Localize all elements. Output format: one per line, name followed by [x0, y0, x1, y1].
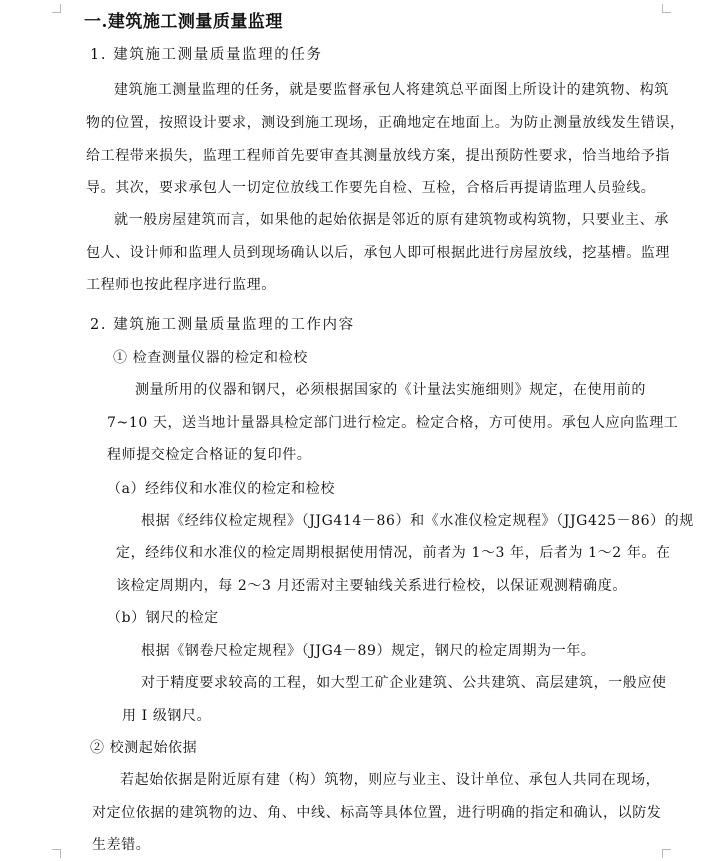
paragraph-line: 生差错。	[92, 837, 151, 853]
paragraph-line: 定，经纬仪和水准仪的检定周期根据使用情况，前者为 1～3 年，后者为 1～2 年。在	[116, 545, 671, 561]
paragraph-line: 就一般房屋建筑而言，如果他的起始依据是邻近的原有建筑物或构筑物，只要业主、承	[114, 212, 669, 228]
paragraph-line: 用 I 级钢尺。	[122, 708, 212, 724]
document-title: 一.建筑施工测量质量监理	[84, 12, 283, 32]
section-heading-2: 2. 建筑施工测量质量监理的工作内容	[90, 317, 355, 333]
sub-heading-b: （b）钢尺的检定	[107, 610, 219, 626]
paragraph-line: 若起始依据是附近原有建（构）筑物，则应与业主、设计单位、承包人共同在现场，	[120, 772, 661, 788]
item-heading-2: ② 校测起始依据	[90, 740, 198, 756]
section-heading-1: 1. 建筑施工测量质量监理的任务	[90, 47, 323, 63]
paragraph-line: 包人、设计师和监理人员到现场确认以后，承包人即可根据此进行房屋放线，挖基槽。监理	[86, 245, 670, 261]
paragraph-line: 给工程带来损失，监理工程师首先要审查其测量放线方案，提出预防性要求，恰当地给予指	[86, 148, 670, 164]
crop-mark-bottom-right	[662, 849, 671, 858]
paragraph-line: 建筑施工测量监理的任务，就是要监督承包人将建筑总平面图上所设计的建筑物、构筑	[114, 82, 669, 98]
paragraph-line: 根据《经纬仪检定规程》（JJG414－86）和《水准仪检定规程》（JJG425－86）的规	[141, 513, 694, 529]
paragraph-line: 测量所用的仪器和钢尺，必须根据国家的《计量法实施细则》规定，在使用前的	[135, 382, 646, 398]
sub-heading-a: （a）经纬仪和水准仪的检定和检校	[107, 481, 335, 497]
paragraph-line: 导。其次，要求承包人一切定位放线工作要先自检、互检，合格后再提请监理人员验线。	[86, 180, 656, 196]
paragraph-line: 程师提交检定合格证的复印件。	[107, 447, 312, 463]
crop-mark-bottom-left	[52, 849, 61, 858]
paragraph-line: 根据《钢卷尺检定规程》（JJG4－89）规定，钢尺的检定周期为一年。	[141, 643, 596, 659]
paragraph-line: 物的位置，按照设计要求，测设到施工现场，正确地定在地面上。为防止测量放线发生错误，	[86, 115, 685, 131]
crop-mark-top-right	[662, 4, 671, 13]
paragraph-line: 该检定周期内，每 2～3 月还需对主要轴线关系进行检校，以保证观测精确度。	[116, 578, 627, 594]
paragraph-line: 7~10 天，送当地计量器具检定部门进行检定。检定合格，方可使用。承包人应向监理工	[107, 415, 679, 431]
paragraph-line: 工程师也按此程序进行监理。	[86, 277, 276, 293]
crop-mark-top-left	[52, 4, 61, 13]
paragraph-line: 对定位依据的建筑物的边、角、中线、标高等具体位置，进行明确的指定和确认，以防发	[92, 805, 662, 821]
item-heading-1: ① 检查测量仪器的检定和检校	[113, 350, 308, 366]
paragraph-line: 对于精度要求较高的工程，如大型工矿企业建筑、公共建筑、高层建筑，一般应使	[141, 675, 667, 691]
